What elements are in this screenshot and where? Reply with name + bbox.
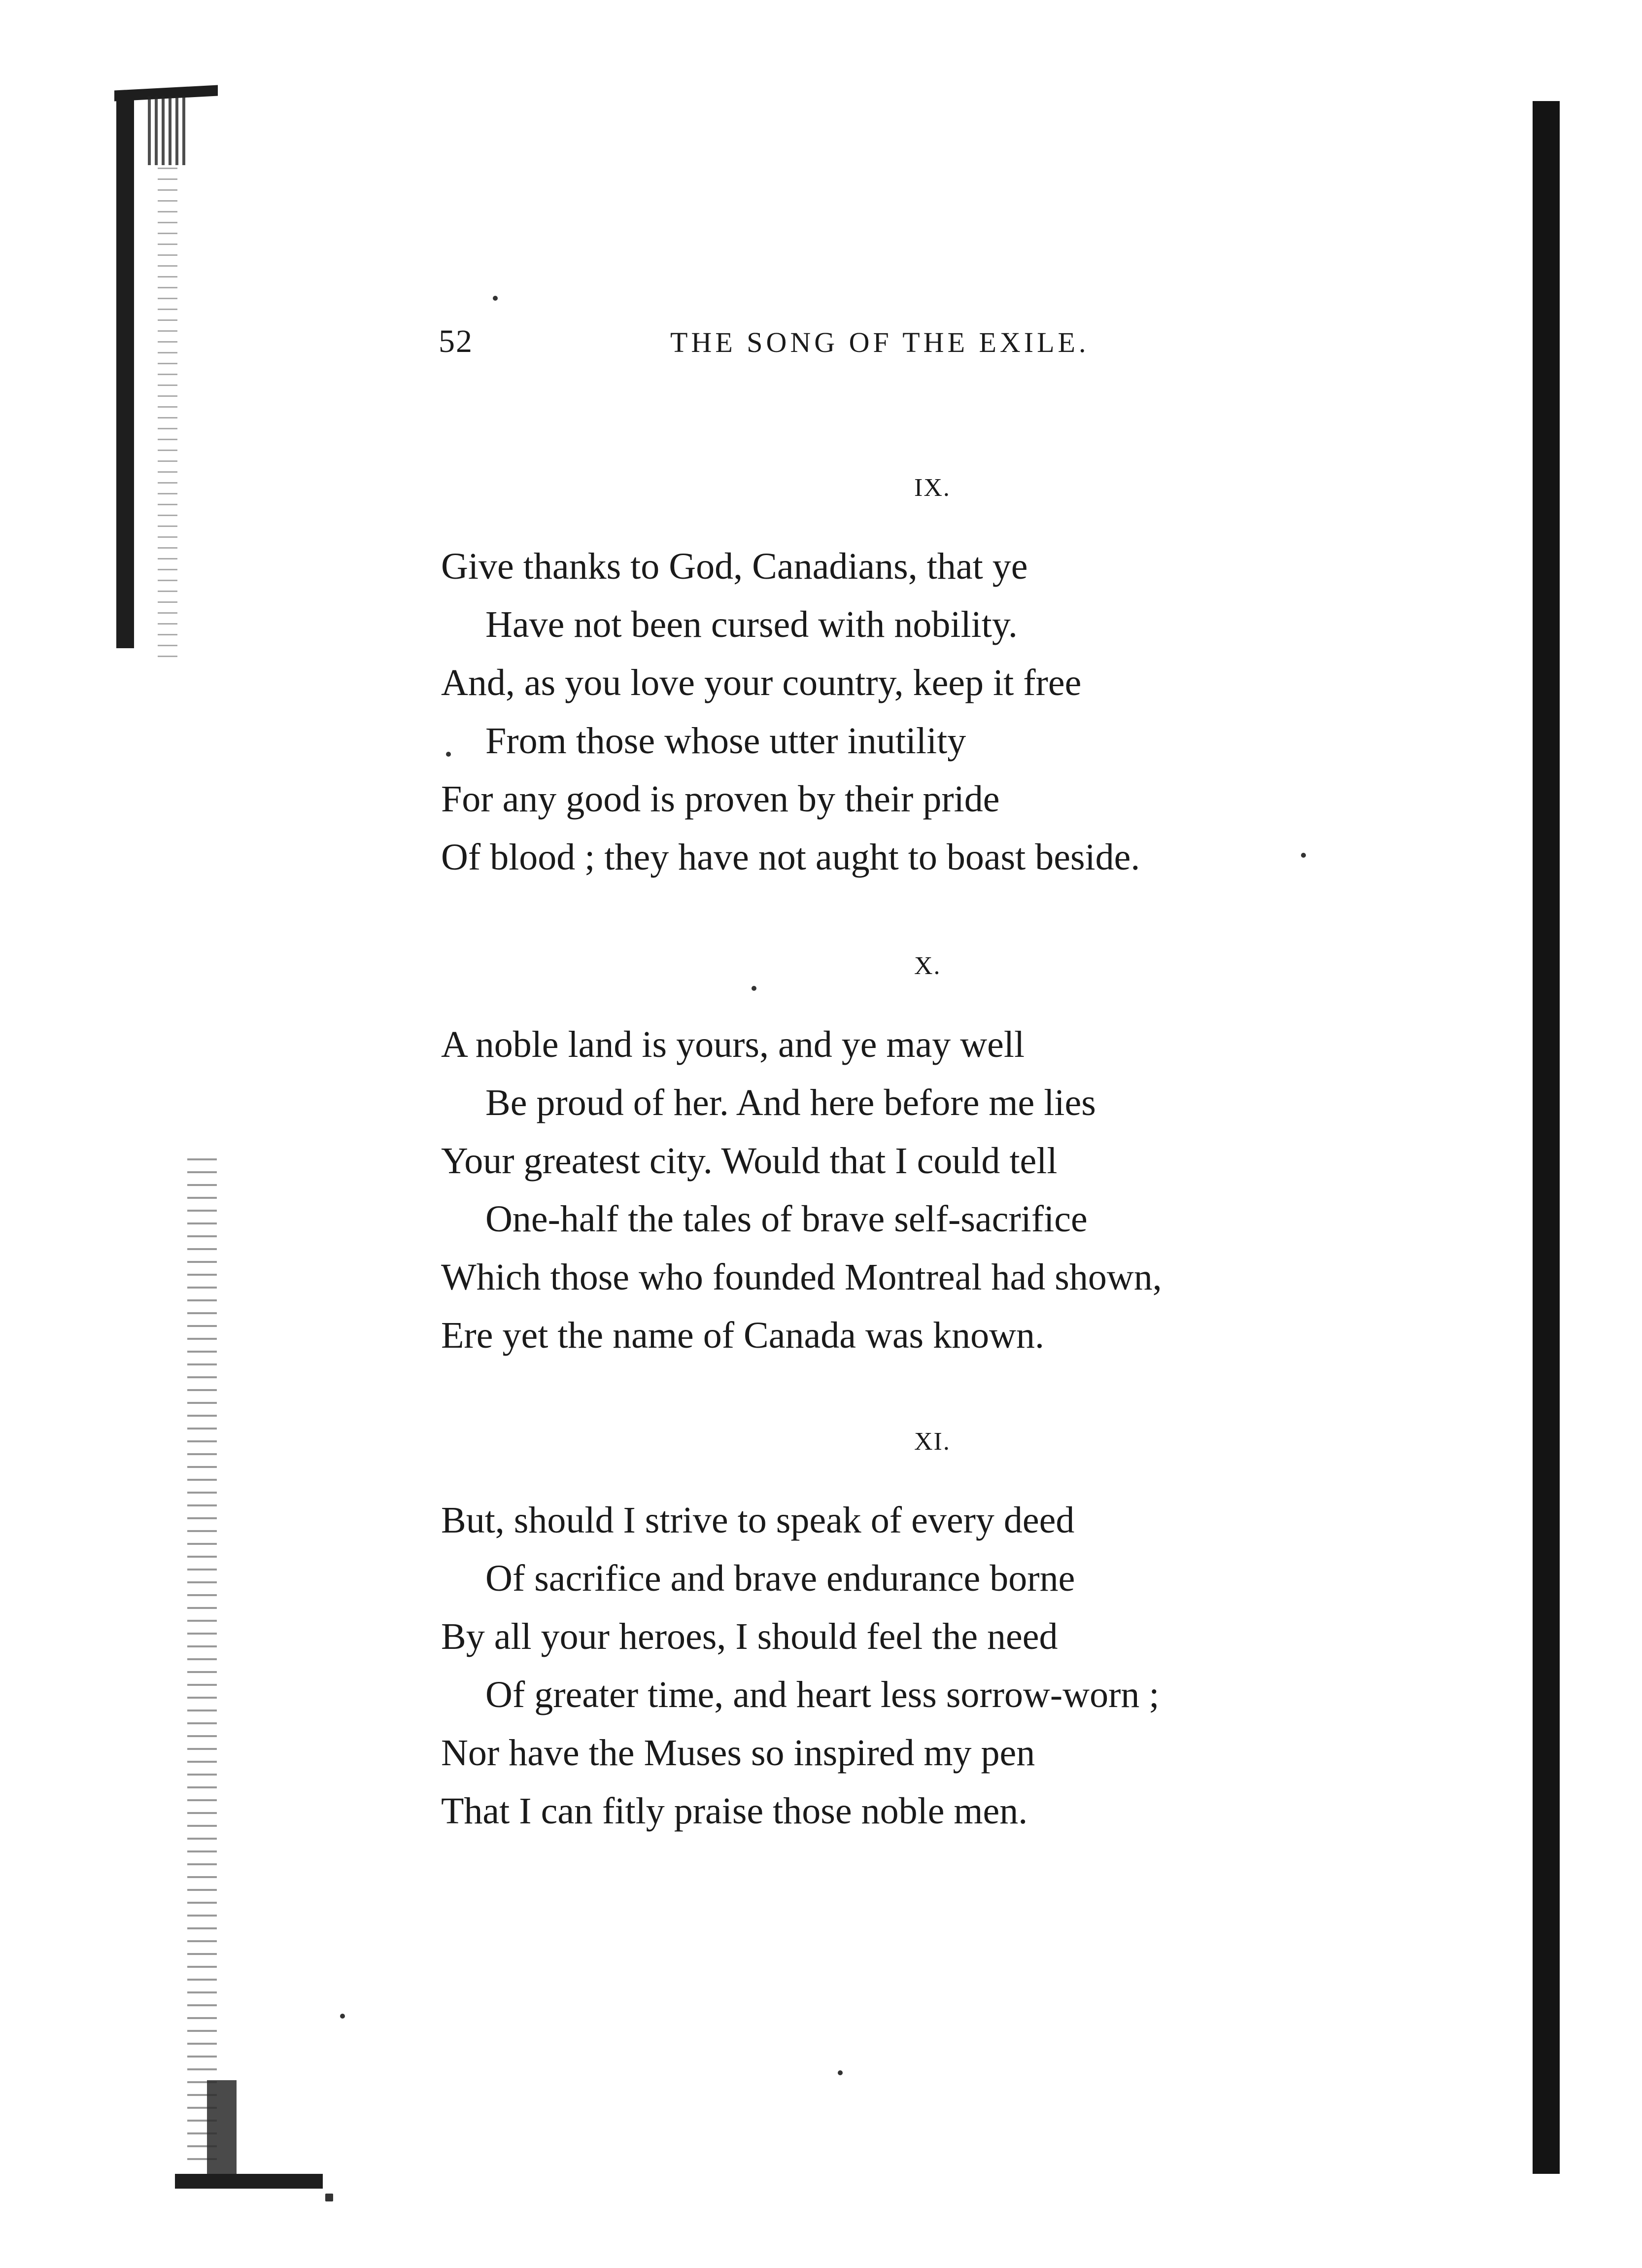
stanza-lines — [441, 537, 1368, 886]
scan-speck — [340, 2014, 345, 2019]
scan-speck — [752, 986, 756, 991]
verse-line: Ere yet the name of Canada was known. — [441, 1315, 1045, 1356]
verse-line: Of blood ; they have not aught to boast beside. — [441, 837, 1140, 878]
page-number: 52 — [439, 323, 473, 359]
verse-line: For any good is proven by their pride — [441, 778, 1000, 820]
binding-speckle-lower — [187, 1158, 217, 2169]
verse-line: Be proud of her. And here before me lies — [485, 1082, 1096, 1123]
scan-speck — [493, 296, 498, 301]
scan-speck — [325, 2194, 333, 2201]
binding-speckle-upper — [158, 168, 177, 661]
verse-line: But, should I strive to speak of every deed — [441, 1500, 1075, 1541]
stanza-lines — [441, 1491, 1368, 1840]
verse-line: And, as you love your country, keep it free — [441, 662, 1082, 703]
running-title: THE SONG OF THE EXILE. — [670, 326, 1090, 358]
scan-speck — [838, 2070, 843, 2075]
verse-line: Give thanks to God, Canadians, that ye — [441, 546, 1028, 587]
verse-line: Your greatest city. Would that I could tell — [441, 1140, 1058, 1182]
stanza-number: XI. — [914, 1428, 951, 1456]
binding-shadow — [116, 91, 134, 648]
binding-shadow-base — [175, 2174, 323, 2189]
verse-line: A noble land is yours, and ye may well — [441, 1024, 1025, 1065]
verse-line: One-half the tales of brave self-sacrifice — [485, 1198, 1088, 1240]
verse-line: Of greater time, and heart less sorrow-worn ; — [485, 1674, 1160, 1715]
verse-line: By all your heroes, I should feel the need — [441, 1616, 1058, 1657]
verse-line: Which those who founded Montreal had shown, — [441, 1256, 1162, 1298]
verse-line: From those whose utter inutility — [485, 720, 966, 762]
verse-line: Nor have the Muses so inspired my pen — [441, 1732, 1035, 1774]
verse-line: Of sacrifice and brave endurance borne — [485, 1558, 1075, 1599]
stanza-number: X. — [914, 952, 941, 980]
page-edge-shadow — [1533, 101, 1560, 2174]
stanza-lines — [441, 1015, 1368, 1364]
verse-line: That I can fitly praise those noble men. — [441, 1790, 1028, 1832]
verse-line: Have not been cursed with nobility. — [485, 604, 1018, 645]
running-head — [439, 323, 1375, 372]
binding-shadow-foot — [207, 2080, 237, 2179]
binding-shadow-ragged — [148, 96, 187, 165]
stanza-number: IX. — [914, 474, 951, 502]
